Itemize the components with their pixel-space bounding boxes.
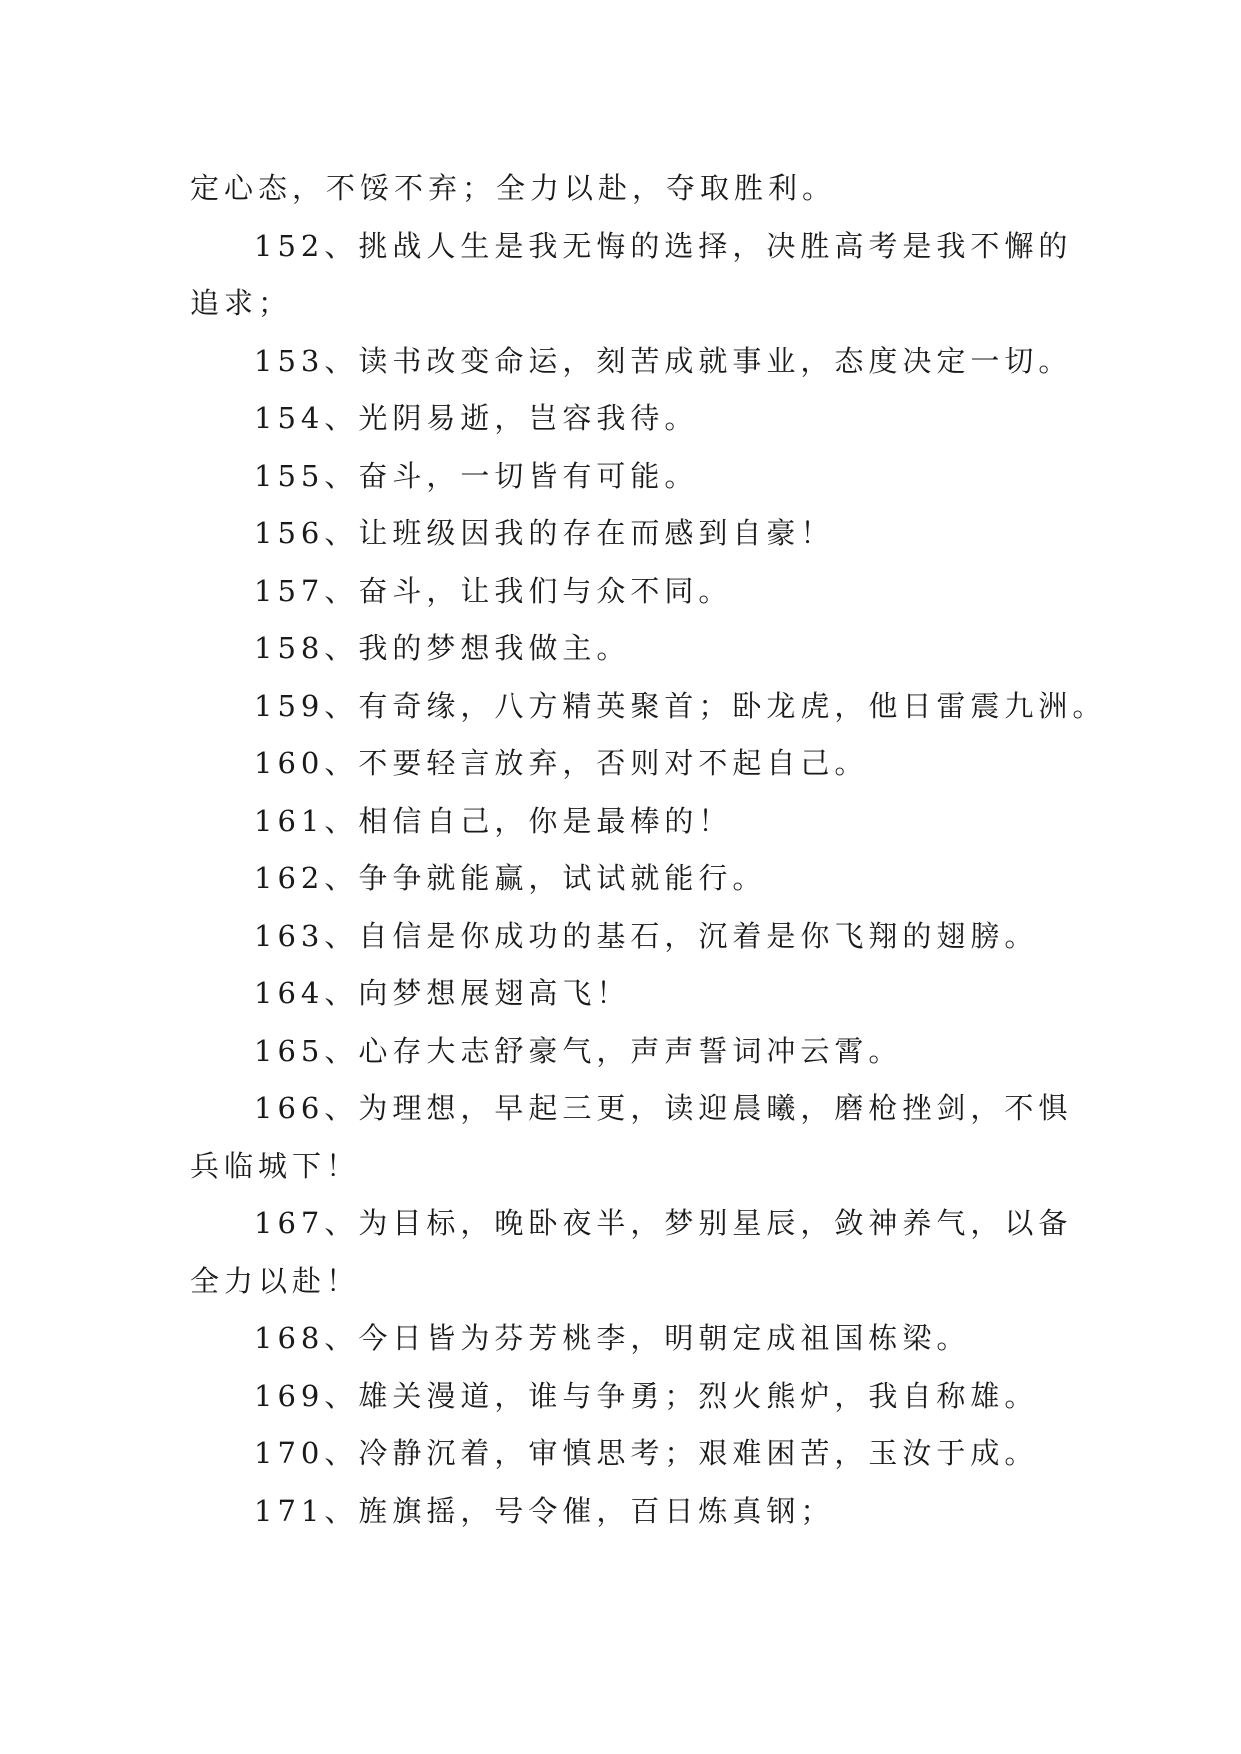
text-line: 171、旌旗摇，号令催，百日炼真钢； <box>254 1493 835 1528</box>
text-line: 165、心存大志舒豪气，声声誓词冲云霄。 <box>254 1033 903 1068</box>
text-line: 169、雄关漫道，谁与争勇；烈火熊炉，我自称雄。 <box>254 1378 1039 1413</box>
text-line: 兵临城下！ <box>190 1148 361 1183</box>
text-line: 153、读书改变命运，刻苦成就事业，态度决定一切。 <box>254 343 1073 378</box>
text-line: 160、不要轻言放弃，否则对不起自己。 <box>254 746 869 780</box>
text-line: 162、争争就能赢，试试就能行。 <box>254 861 767 895</box>
text-line: 161、相信自己，你是最棒的！ <box>254 803 733 838</box>
text-line: 追求； <box>190 286 293 320</box>
text-line: 152、挑战人生是我无悔的选择，决胜高考是我不懈的 <box>254 228 1073 263</box>
text-line: 157、奋斗，让我们与众不同。 <box>254 573 733 608</box>
text-line: 158、我的梦想我做主。 <box>254 631 631 665</box>
text-line: 定心态，不馁不弃；全力以赴，夺取胜利。 <box>190 171 837 205</box>
text-line: 156、让班级因我的存在而感到自豪！ <box>254 516 835 550</box>
text-line: 155、奋斗，一切皆有可能。 <box>254 458 699 493</box>
text-line: 163、自信是你成功的基石，沉着是你飞翔的翅膀。 <box>254 918 1039 953</box>
document-body <box>190 160 1107 1540</box>
text-line: 全力以赴！ <box>190 1263 361 1298</box>
text-line: 170、冷静沉着，审慎思考；艰难困苦，玉汝于成。 <box>254 1436 1039 1470</box>
text-line: 159、有奇缘，八方精英聚首；卧龙虎，他日雷震九洲。 <box>254 688 1107 723</box>
text-line: 168、今日皆为芬芳桃李，明朝定成祖国栋梁。 <box>254 1321 971 1355</box>
text-line: 167、为目标，晚卧夜半，梦别星辰，敛神养气，以备 <box>254 1206 1073 1240</box>
text-line: 154、光阴易逝，岂容我待。 <box>254 401 699 435</box>
text-line: 166、为理想，早起三更，读迎晨曦，磨枪挫剑，不惧 <box>254 1091 1073 1125</box>
text-line: 164、向梦想展翅高飞！ <box>254 976 631 1010</box>
